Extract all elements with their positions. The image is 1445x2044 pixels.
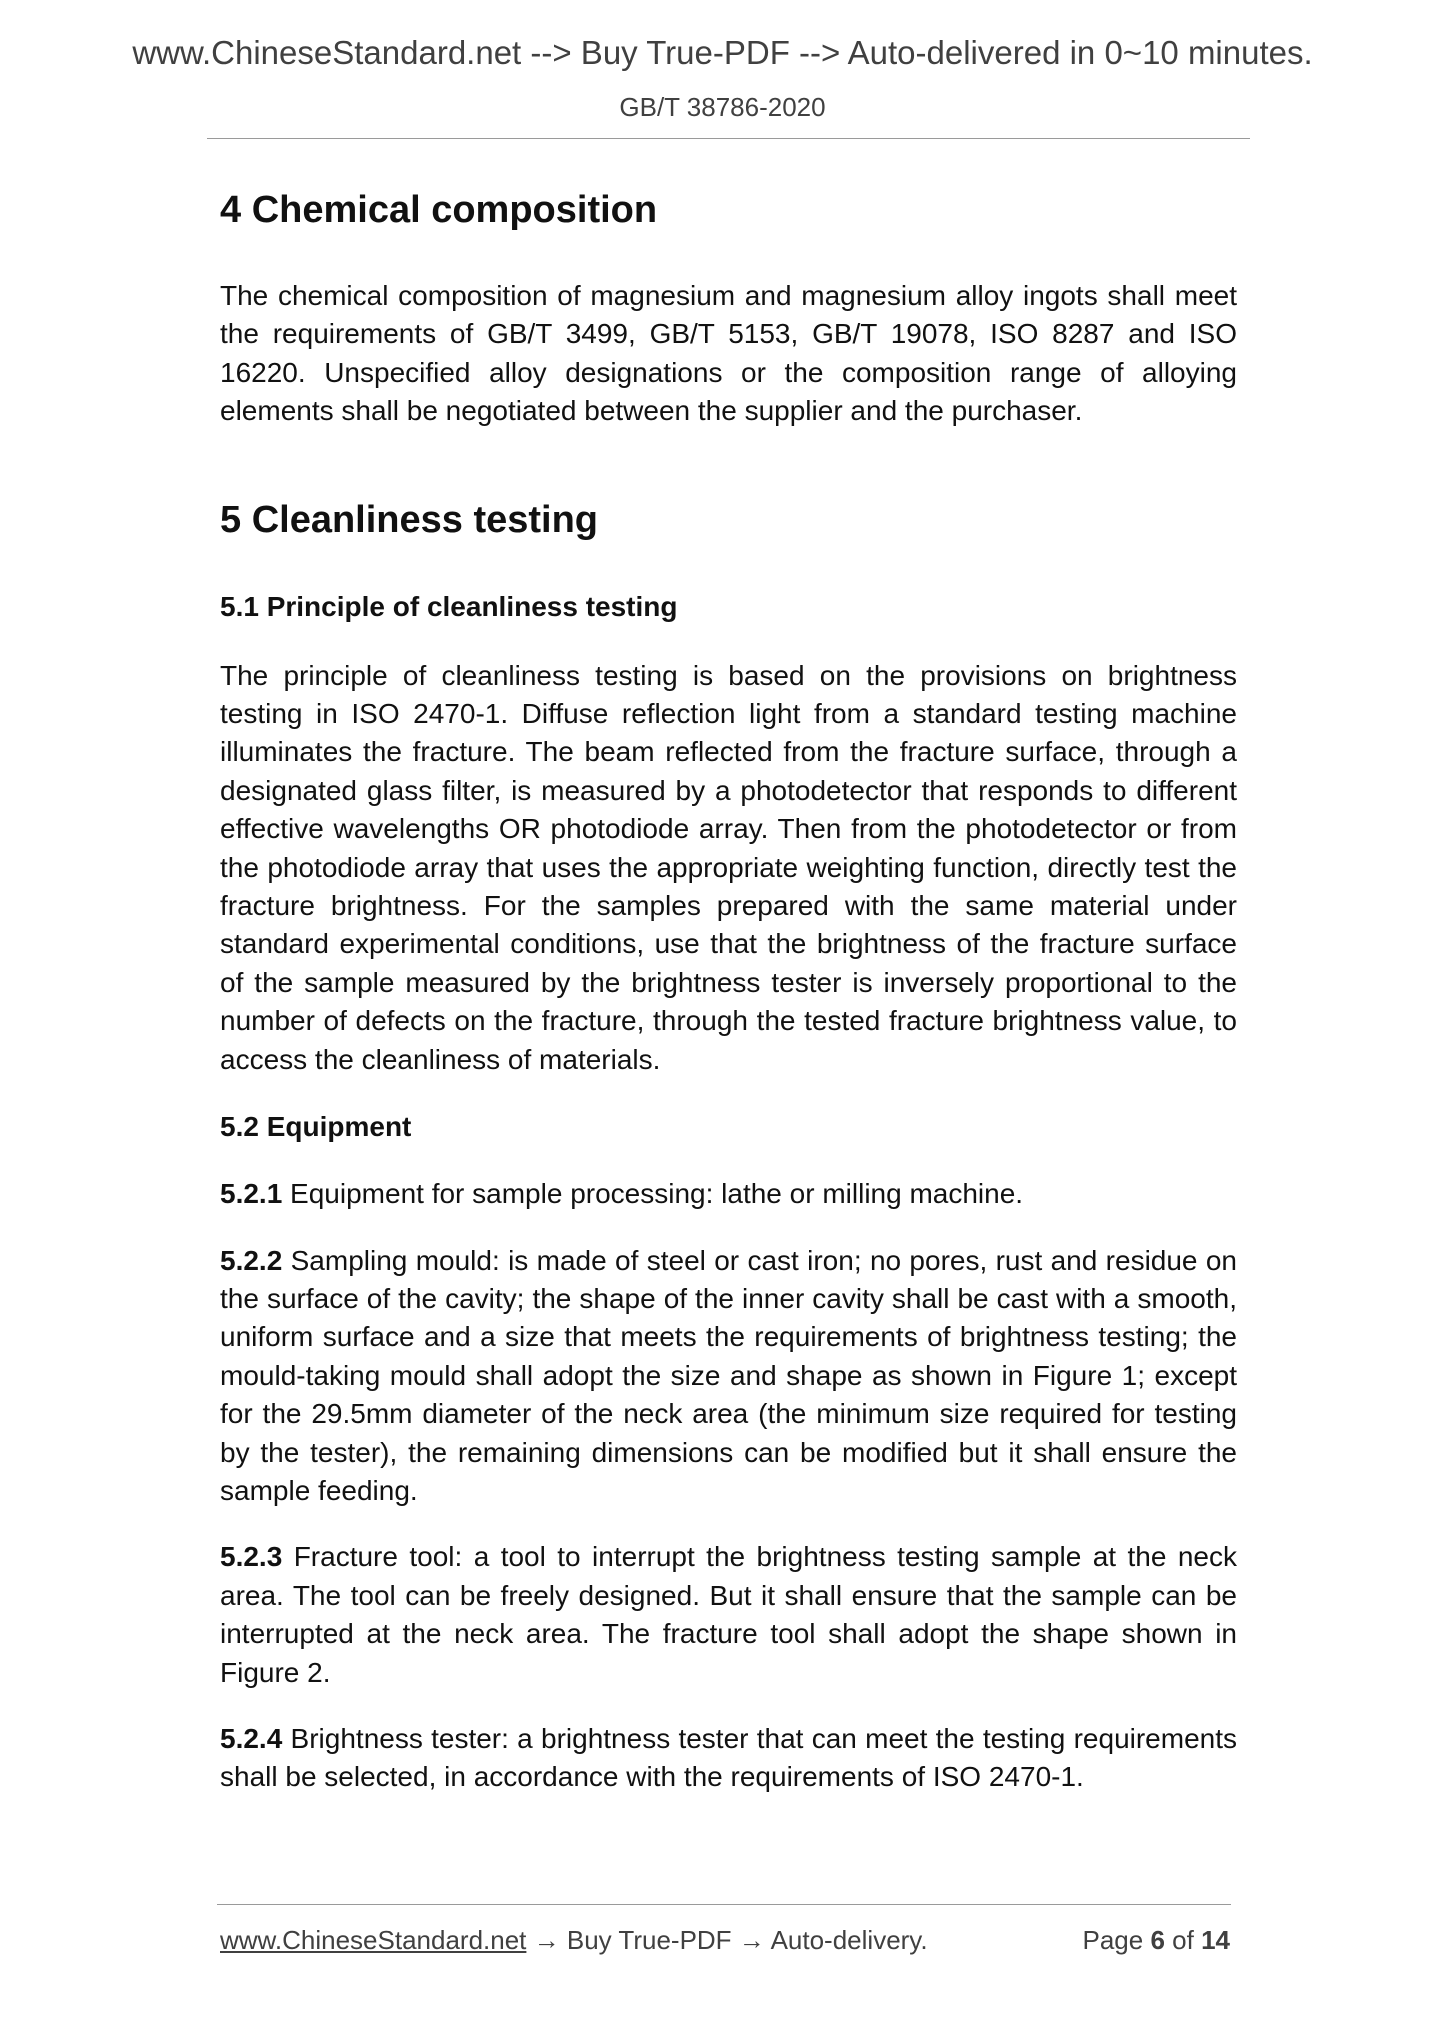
footer-tail-text: → Buy True-PDF → Auto-delivery. (526, 1925, 928, 1955)
footer-divider (217, 1904, 1231, 1905)
clause-text: Sampling mould: is made of steel or cast iron; no pores, rust and residue on the surface of the cavity; the shape of the inner cavity shall be cast with a smooth, uniform surface and a size that meets the requirements of brightness testing; the mould-taking mould shall adopt the size and shape as shown in Figure 1; except for the 29.5mm diameter of the neck area (the minimum size required for testing by the tester), the remaining dimensions can be modified but it shall ensure the sample feeding. (220, 1244, 1237, 1506)
document-code: GB/T 38786-2020 (619, 92, 826, 122)
clause-text: Equipment for sample processing: lathe or milling machine. (282, 1178, 1024, 1210)
page-total: 14 (1201, 1925, 1230, 1955)
of-label: of (1172, 1925, 1194, 1955)
clause-number: 5.2.4 (220, 1722, 283, 1754)
footer-site-link[interactable]: www.ChineseStandard.net (220, 1925, 527, 1955)
footer-left (220, 1925, 928, 1956)
top-banner: www.ChineseStandard.net --> Buy True-PDF --> Auto-delivered in 0~10 minutes. (132, 34, 1313, 71)
clause-5-1-paragraph: The principle of cleanliness testing is based on the provisions on brightness testing in ISO 2470-1. Diffuse reflection light from a standard testing machine illuminates the fracture. The beam reflected from the fracture surface, through a designated glass filter, is measured by a photodetector that responds to different effective wavelengths OR photodiode array. Then from the photodetector or from the photodiode array that uses the appropriate weighting function, directly test the fracture brightness. For the samples prepared with the same material under standard experimental conditions, use that the brightness of the fracture surface of the sample measured by the brightness tester is inversely proportional to the number of defects on the fracture, through the tested fracture brightness value, to access the cleanliness of materials. (220, 659, 1237, 1075)
section-4-paragraph: The chemical composition of magnesium and magnesium alloy ingots shall meet the requirements of GB/T 3499, GB/T 5153, GB/T 19078, ISO 8287 and ISO 16220. Unspecified alloy designations or the composition range of alloying elements shall be negotiated between the supplier and the purchaser. (220, 280, 1237, 427)
page-content (220, 183, 1237, 1797)
page-current: 6 (1150, 1925, 1165, 1955)
clause-number: 5.2.2 (220, 1244, 283, 1276)
clause-5-1-title: 5.1 Principle of cleanliness testing (220, 590, 678, 622)
header-divider (207, 138, 1250, 139)
page-indicator (1082, 1925, 1230, 1956)
section-5-title: 5 Cleanliness testing (220, 498, 599, 541)
clause-5-2-3 (220, 1538, 1237, 1692)
section-4-title: 4 Chemical composition (220, 189, 658, 231)
clause-5-2-title: 5.2 Equipment (220, 1111, 412, 1143)
clause-5-2-4 (220, 1720, 1237, 1797)
clause-5-2-1 (220, 1175, 1237, 1213)
clause-text: Brightness tester: a brightness tester that can meet the testing requirements shall be selected, in accordance with the requirements of ISO 2470-1. (220, 1722, 1237, 1793)
page-label: Page (1082, 1925, 1144, 1955)
clause-5-2-2 (220, 1242, 1237, 1511)
clause-number: 5.2.1 (220, 1178, 283, 1210)
clause-number: 5.2.3 (220, 1541, 283, 1573)
clause-text: Fracture tool: a tool to interrupt the brightness testing sample at the neck area. The tool can be freely designed. But it shall ensure that the sample can be interrupted at the neck area. The fracture tool shall adopt the shape shown in Figure 2. (220, 1541, 1237, 1688)
